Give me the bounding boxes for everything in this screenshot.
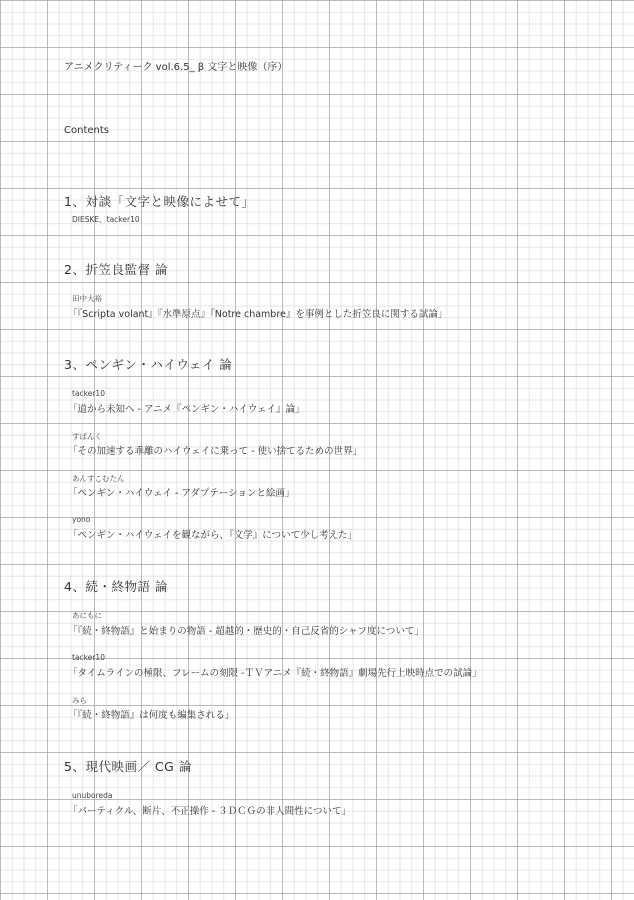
entry-title: 「ペンギン・ハイウェイを観ながら、『文学』について少し考えた」 bbox=[68, 530, 358, 541]
section-heading-5: 5、現代映画／ CG 論 bbox=[64, 759, 192, 774]
entry-title: 「『続・終物語』は何度も編集される」 bbox=[68, 710, 235, 721]
entry-author: 田中大裕 bbox=[72, 294, 102, 303]
entry-title: 「道から未知へ - アニメ『ペンギン・ハイウェイ』論」 bbox=[68, 404, 305, 415]
entry-title: 「パーティクル、断片、不正操作 - ３ＤＣＧの非人間性について」 bbox=[68, 806, 351, 817]
entry-title: 「その加速する乖離のハイウェイに乗って - 使い捨てるための世界」 bbox=[68, 446, 363, 457]
entry-title: 「タイムラインの極限、フレームの刻限 -ＴＶアニメ『続・終物語』劇場先行上映時点での試論」 bbox=[68, 668, 482, 679]
document-title: アニメクリティーク vol.6.5_ β 文字と映像（序） bbox=[64, 62, 288, 73]
entry-author: あにもに bbox=[72, 611, 102, 620]
entry-author: unuboreda bbox=[72, 791, 113, 800]
section-heading-1: 1、対談「文字と映像によせて」 bbox=[64, 194, 255, 209]
entry-author: yono bbox=[72, 515, 91, 524]
entry-title: 「『続・終物語』と始まりの物語 - 超越的・歴史的・自己反省的シャフ度について」 bbox=[68, 626, 424, 637]
section-1-participants: DIESKE、tacker10 bbox=[72, 215, 140, 224]
section-heading-4: 4、続・終物語 論 bbox=[64, 579, 168, 594]
contents-label: Contents bbox=[64, 125, 109, 136]
entry-author: すぱんく bbox=[72, 432, 102, 441]
entry-author: tacker10 bbox=[72, 389, 105, 398]
entry-author: みら bbox=[72, 696, 87, 705]
section-heading-2: 2、折笠良監督 論 bbox=[64, 262, 168, 277]
section-heading-3: 3、ペンギン・ハイウェイ 論 bbox=[64, 357, 233, 372]
entry-author: あんすこむたん bbox=[72, 474, 125, 483]
entry-title: 「『Scripta volant』『水準原点』『Notre chambre』を事例とした折笠良に関する試論」 bbox=[68, 309, 448, 320]
entry-author: tacker10 bbox=[72, 653, 105, 662]
entry-title: 「ペンギン・ハイウェイ - アダプテーションと絵画」 bbox=[68, 488, 295, 499]
